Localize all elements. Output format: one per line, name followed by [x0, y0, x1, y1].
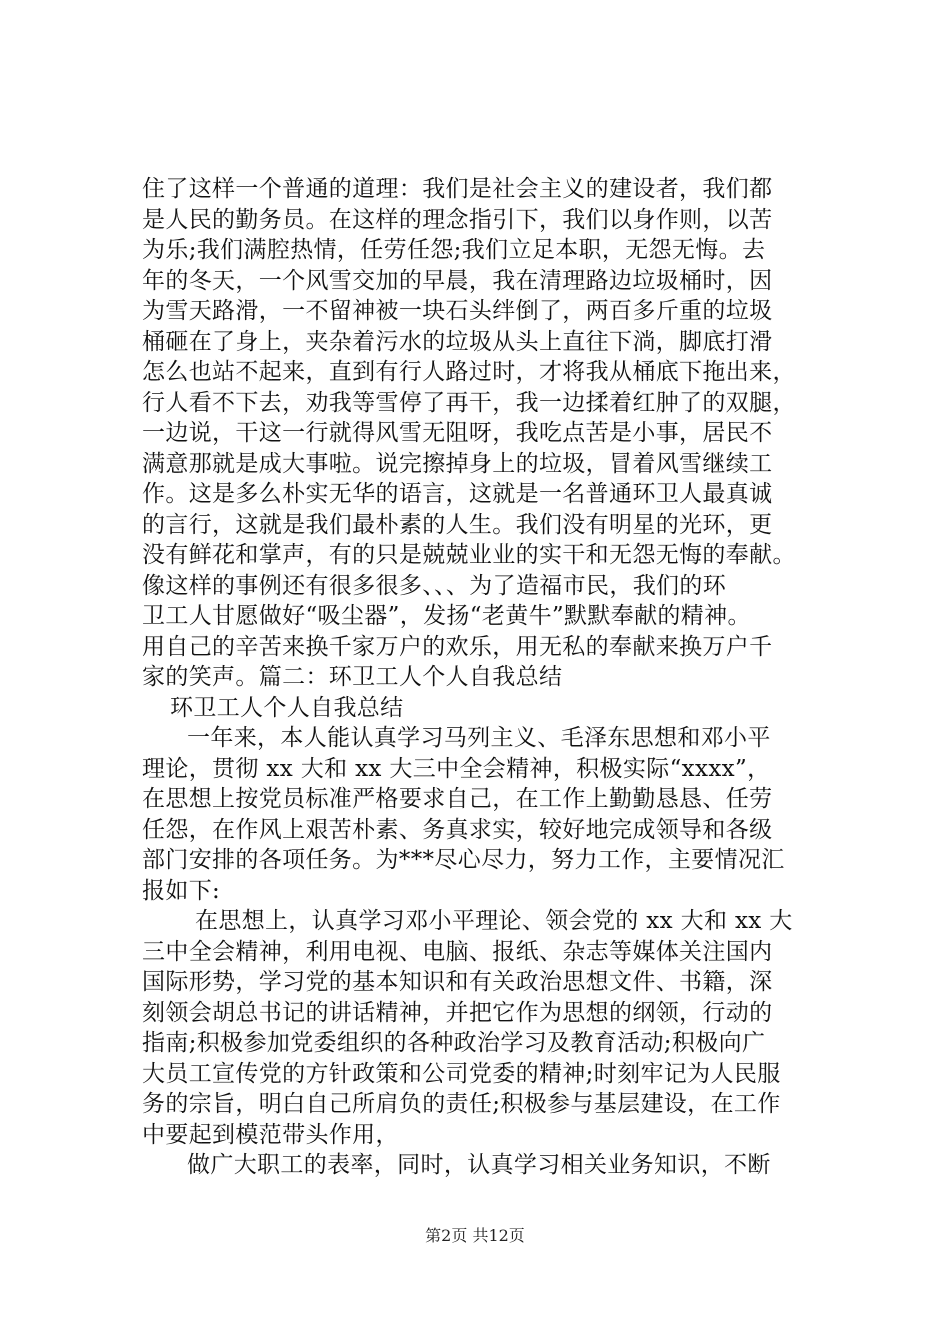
text-line: 的言行，这就是我们最朴素的人生。我们没有明星的光环，更: [142, 511, 773, 538]
text-line: 年的冬天，一个风雪交加的早晨，我在清理路边垃圾桶时，因: [142, 267, 773, 294]
text-line: 满意那就是成大事啦。说完擦掉身上的垃圾，冒着风雪继续工: [142, 450, 773, 477]
text-line: 卫工人甘愿做好“吸尘器”，发扬“老黄牛”默默奉献的精神。: [142, 603, 751, 629]
text-line: 部门安排的各项任务。为***尽心尽力，努力工作，主要情况汇: [142, 847, 785, 873]
text-line: 指南;积极参加党委组织的各种政治学习及教育活动;积极向广: [142, 1030, 766, 1056]
text-line: 为乐;我们满腔热情，任劳任怨;我们立足本职，无怨无悔。去: [142, 237, 766, 263]
text-line: 像这样的事例还有很多很多、、、为了造福市民，我们的环: [142, 572, 727, 599]
text-line: 中要起到模范带头作用，: [142, 1121, 399, 1148]
text-line: 大员工宣传党的方针政策和公司党委的精神;时刻牢记为人民服: [142, 1060, 781, 1087]
text-line: 在思想上按党员标准严格要求自己，在工作上勤勤恳恳、任劳: [142, 786, 773, 812]
text-line: 任怨，在作风上艰苦朴素、务真求实，较好地完成领导和各级: [142, 816, 773, 843]
text-line: 三中全会精神，利用电视、电脑、报纸、杂志等媒体关注国内: [142, 938, 773, 965]
text-line: 国际形势，学习党的基本知识和有关政治思想文件、书籍，深: [142, 969, 773, 995]
document-body: [142, 174, 832, 1181]
text-line: 桶砸在了身上，夹杂着污水的垃圾从头上直往下淌，脚底打滑: [142, 328, 773, 355]
text-line: 为雪天路滑，一不留神被一块石头绊倒了，两百多斤重的垃圾: [142, 298, 773, 324]
paragraph-start-line: 一年来，本人能认真学习马列主义、毛泽东思想和邓小平: [187, 725, 771, 751]
text-line: 行人看不下去，劝我等雪停了再干，我一边揉着红肿了的双腿，: [142, 389, 796, 416]
text-line: 理论，贯彻 xx 大和 xx 大三中全会精神，积极实际“xxxx”，: [142, 755, 771, 782]
paragraph-start-line: 做广大职工的表率，同时，认真学习相关业务知识，不断: [187, 1152, 771, 1178]
text-line: 报如下:: [142, 877, 221, 904]
text-line: 作。这是多么朴实无华的语言，这就是一名普通环卫人最真诚: [142, 481, 773, 507]
text-line: 是人民的勤务员。在这样的理念指引下，我们以身作则，以苦: [142, 206, 773, 233]
text-line: 一边说，干这一行就得风雪无阻呀，我吃点苦是小事，居民不: [142, 420, 773, 446]
text-line: 没有鲜花和掌声，有的只是兢兢业业的实干和无怨无悔的奉献。: [142, 542, 796, 568]
text-line: 家的笑声。篇二：环卫工人个人自我总结: [142, 664, 563, 690]
paragraph-start-line: 在思想上，认真学习邓小平理论、领会党的 xx 大和 xx 大: [195, 908, 793, 934]
text-line: 用自己的辛苦来换千家万户的欢乐，用无私的奉献来换万户千: [142, 633, 773, 660]
text-line: 刻领会胡总书记的讲话精神，并把它作为思想的纲领，行动的: [142, 999, 773, 1026]
text-line: 务的宗旨，明白自己所肩负的责任;积极参与基层建设，在工作: [142, 1091, 781, 1117]
text-line: 怎么也站不起来，直到有行人路过时，才将我从桶底下拖出来，: [142, 359, 796, 385]
section-heading: 环卫工人个人自我总结: [170, 694, 404, 721]
page-number-footer: 第2页 共12页: [425, 1226, 525, 1245]
text-line: 住了这样一个普通的道理：我们是社会主义的建设者，我们都: [142, 176, 773, 202]
